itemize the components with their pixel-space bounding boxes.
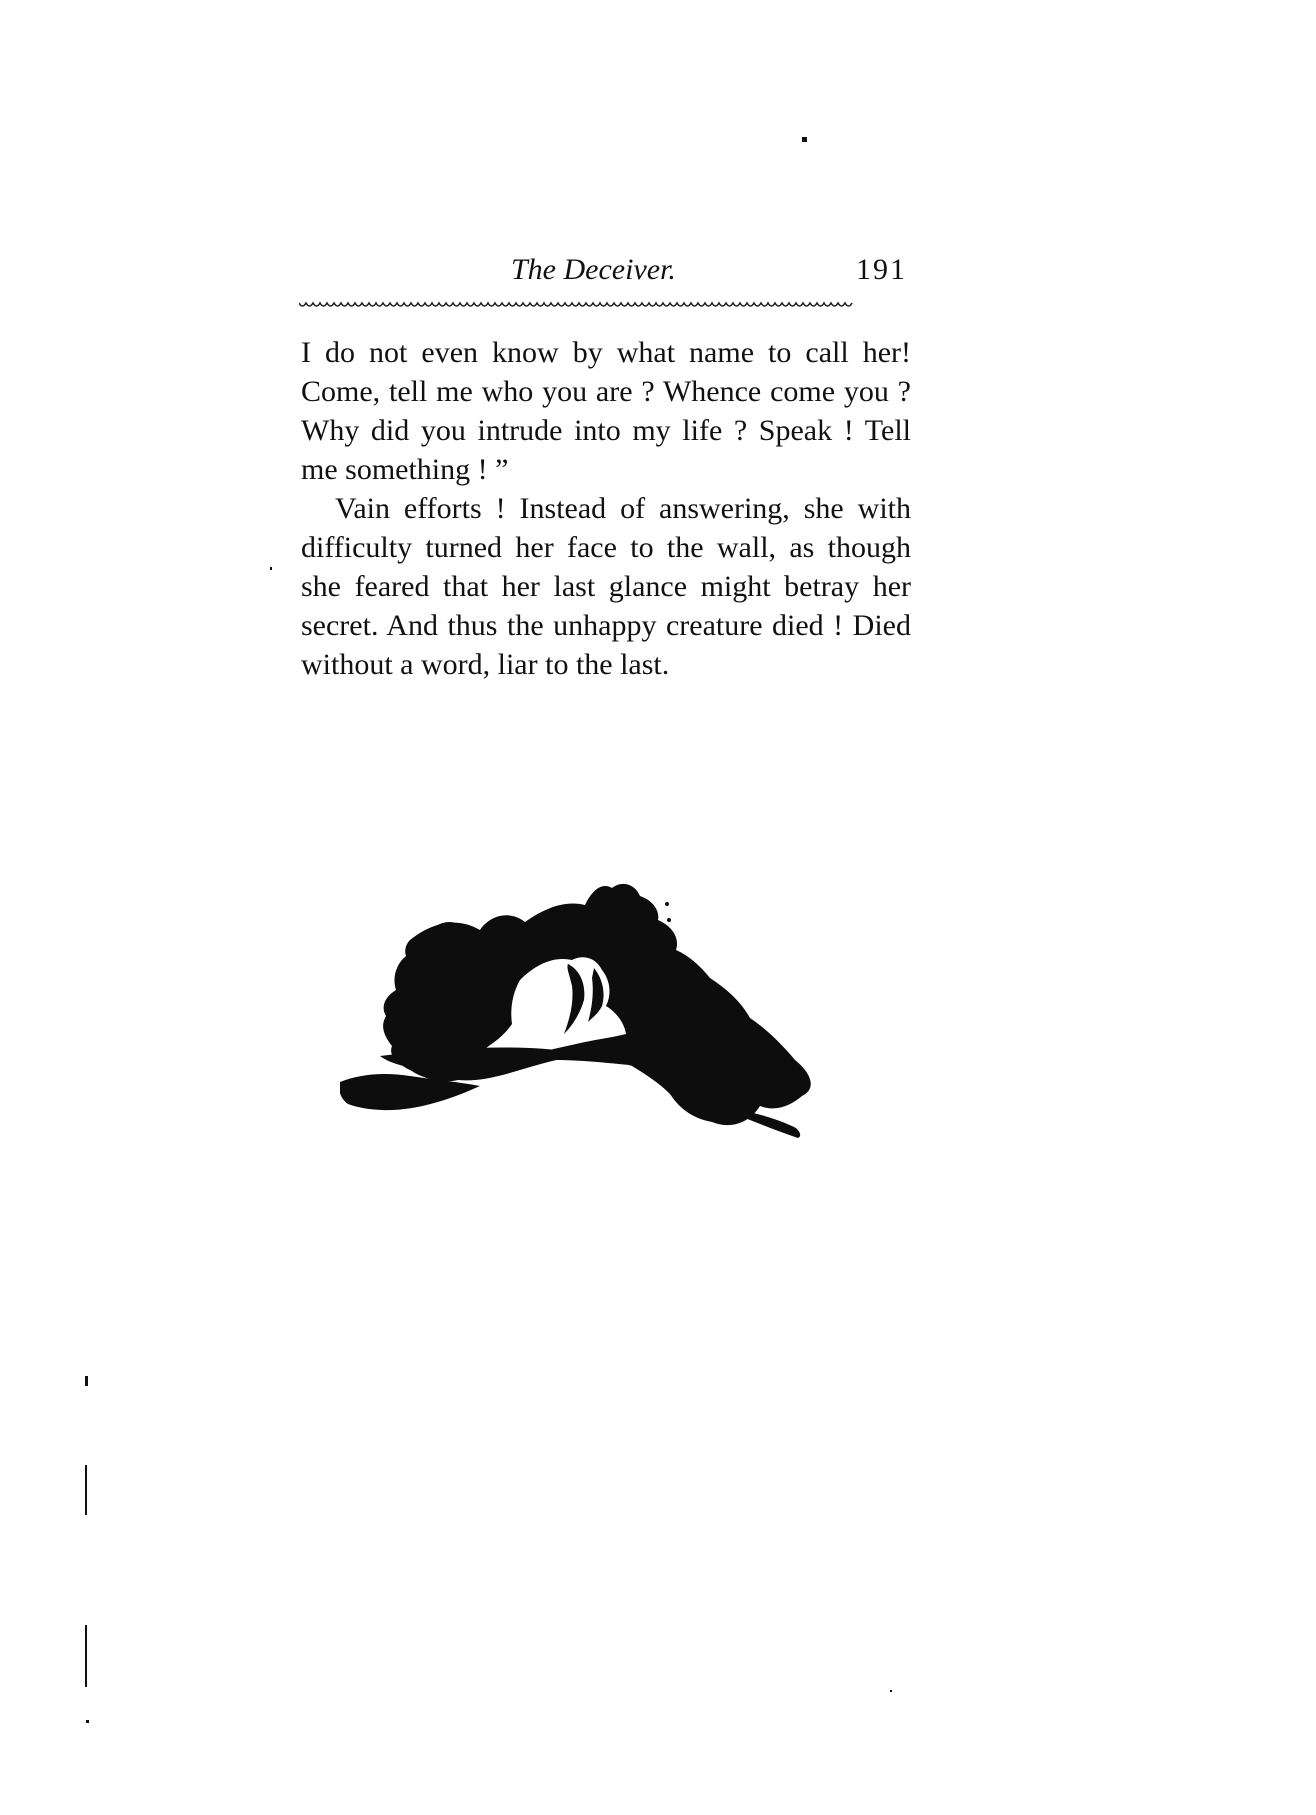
scan-speck bbox=[270, 567, 272, 570]
paragraph-2: Vain efforts ! Instead of answering, she with difficulty turned her face to the wall, as though she feared that her last glance might betray her secret. And thus the unhappy creature died ! Died without a word, liar to the last. bbox=[301, 492, 911, 681]
scan-margin-mark bbox=[85, 1376, 88, 1386]
paragraph-1: I do not even know by what name to call her! Come, tell me who you are ? Whence come you ? Why did you intrude into my life ? Speak ! Tell me something ! ” bbox=[301, 336, 911, 486]
running-title: The Deceiver. bbox=[511, 253, 676, 286]
page-number: 191 bbox=[856, 253, 907, 286]
vignette-illustration-icon bbox=[340, 860, 840, 1160]
scan-margin-line bbox=[85, 1465, 87, 1515]
body-text bbox=[301, 333, 911, 684]
scan-speck bbox=[802, 137, 807, 142]
decorative-wavy-rule bbox=[299, 300, 913, 312]
scan-speck bbox=[86, 1720, 89, 1723]
scan-speck bbox=[890, 1690, 892, 1692]
scan-margin-line bbox=[85, 1625, 87, 1687]
running-header bbox=[301, 250, 911, 294]
